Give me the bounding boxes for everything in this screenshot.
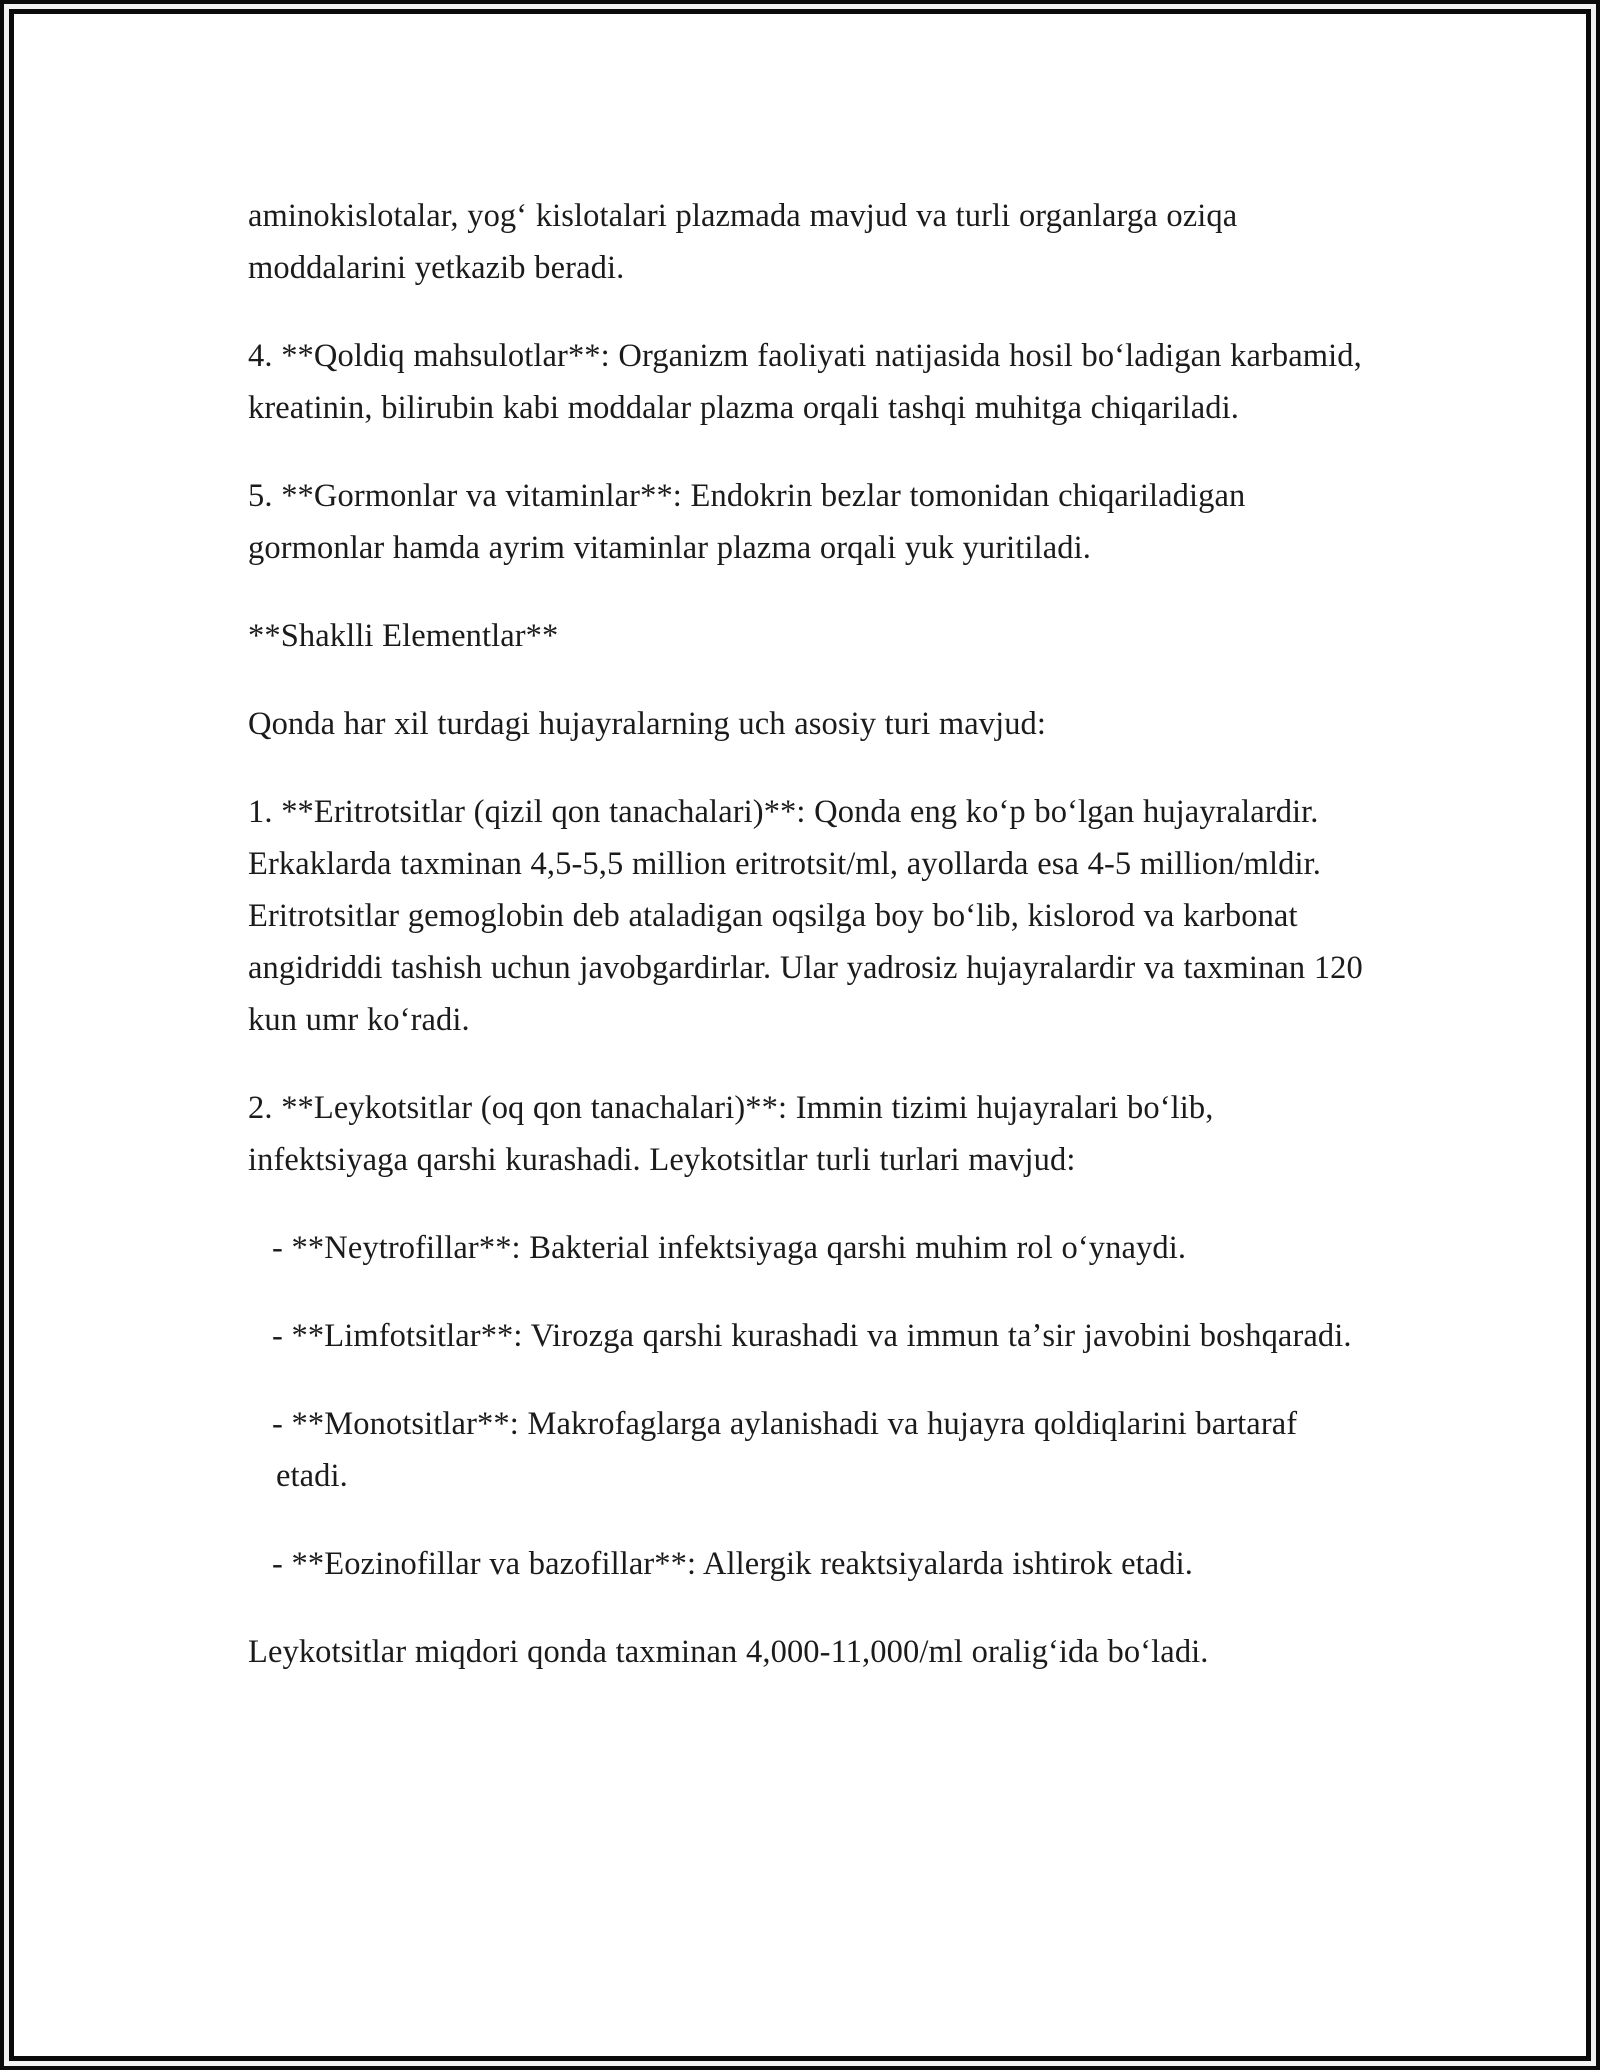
paragraph-item-4-qoldiq-mahsulotlar: 4. **Qoldiq mahsulotlar**: Organizm faoliyati natijasida hosil boʻladigan karbamid, kreatinin, bilirubin kabi moddalar plazma orqali tashqi muhitga chiqariladi. [248,338,1362,426]
paragraph-uch-asosiy-turi: Qonda har xil turdagi hujayralarning uch asosiy turi mavjud: [248,706,1047,742]
paragraph-item-1-eritrotsitlar: 1. **Eritrotsitlar (qizil qon tanachalari)**: Qonda eng koʻp boʻlgan hujayralardir. Erkaklarda taxminan 4,5-5,5 million eritrotsit/ml, ayollarda esa 4-5 million/mldir. Eritrotsitlar gemoglobin deb ataladigan oqsilga boy boʻlib, kislorod va karbonat angidriddi tashish uchun javobgardirlar. Ular yadrosiz hujayralardir va taxminan 120 kun umr koʻradi. [248,794,1363,1038]
heading-shaklli-elementlar: **Shaklli Elementlar** [248,618,559,654]
bullet-eozinofillar-va-bazofillar: - **Eozinofillar va bazofillar**: Allergik reaktsiyalarda ishtirok etadi. [272,1546,1194,1582]
paragraph-item-2-leykotsitlar: 2. **Leykotsitlar (oq qon tanachalari)**: Immin tizimi hujayralari boʻlib, infektsiyaga qarshi kurashadi. Leykotsitlar turli turlari mavjud: [248,1090,1214,1178]
paragraph-item-5-gormonlar-va-vitaminlar: 5. **Gormonlar va vitaminlar**: Endokrin bezlar tomonidan chiqariladigan gormonlar hamda ayrim vitaminlar plazma orqali yuk yuritiladi. [248,478,1246,566]
bullet-monotsitlar: - **Monotsitlar**: Makrofaglarga aylanishadi va hujayra qoldiqlarini bartaraf etadi. [272,1406,1298,1494]
page-inner-border [9,9,1591,2061]
paragraph-aminokislotalar: aminokislotalar, yogʻ kislotalari plazmada mavjud va turli organlarga oziqa moddalarini yetkazib beradi. [248,198,1238,286]
document-text-column [248,190,1373,1678]
bullet-neytrofillar: - **Neytrofillar**: Bakterial infektsiyaga qarshi muhim rol oʻynaydi. [272,1230,1187,1266]
bullet-limfotsitlar: - **Limfotsitlar**: Virozga qarshi kurashadi va immun taʼsir javobini boshqaradi. [272,1318,1352,1354]
paragraph-leykotsitlar-miqdori: Leykotsitlar miqdori qonda taxminan 4,000-11,000/ml oraligʻida boʻladi. [248,1634,1209,1670]
